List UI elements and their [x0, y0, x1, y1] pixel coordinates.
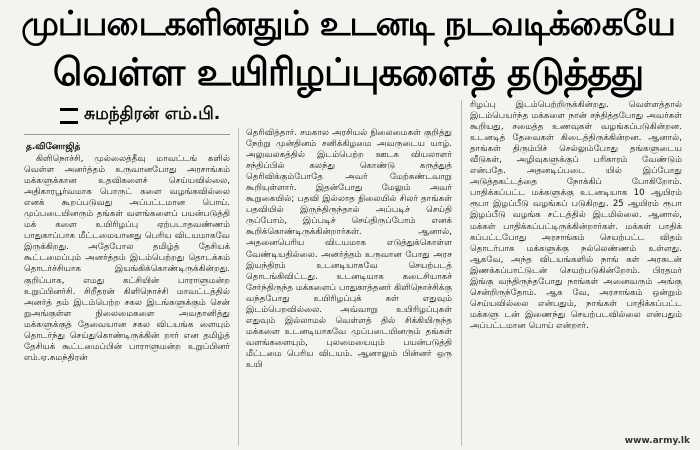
- byline-marker: [60, 108, 78, 124]
- column-1-text: கிளிநொச்சி, முல்லைத்தீவு மாவட்டங் களில் வெள்ள அனர்த்தம் உருவானபோது அரசாங்கம் மக்களுக்கான உதவிகளைச் செய்யவில்லை, அதிகாரபூர்வமாக பொருட் களை வழங்கவில்லை எனக் கூறப்படுவது அப்பட்டமான பொய். முப்படையினரும் தங்கள் வளங்களைப் பயன்படுத்தி மக் களை உயிரிழப்பு ஏற்படாதவண்ணம் பாதுகாப்பாக மீட்டமையானது பெரிய விடயமாகவே இருக்கிறது. அதேபோல தமிழ்த் தேசியக் கூட்டமைப்பும் அனர்த்தம் இடம்பெற்றது தொடக்கம் தொடர்ச்சியாக இயங்கிக்கொண்டிருக்கின்றது. குறிப்பாக, எமது கட்சியின் பாராளுமன்ற உறுப்பினர்சி. சிறீதரன் கிளிநொச்சி மாவட்டத்தில் அனர்த் தம் இடம்பெற்ற சகல இடங்களுக்கும் சென் றுஅங்குள்ள நிலைமைகளை அவதானித்து மக்களுக்குத் தேவையான சகல விடயங்க ளையும் தொடர்ந்து செய்துகொண்டிருக்கின் றார் என தமிழ்த் தேசியக் கூட்டமைப்பின் பாராளுமன்ற உறுப்பினர் எம்.ஏ.சுமந்திரன்: [24, 154, 230, 363]
- column-2-text: தெரிவித்தார். சமகால அரசியல் நிலைமைகள் குறித்து நேற்று முன்தினம் சனிக்கிழமை அவருடைய யாழ். அலுவலகத்தில் இடம்பெற்ற ஊடக வியலாளர் சந்திப்பில் கலந்து கொண்டு கருத்துத் தெரிவிக்கும்போதே அவர் மேற்கண்டவாறு கூறியுள்ளார். இதன்போது மேலும் அவர் கூறுகையில்; பதவி இல்லாத நிலையில் சிலர் தாங்கள் பதவியில் இருந்திருந்தால் அப்படிச் செய்தி ருப்போம், இப்படிச் செய்திருப்போம் எனக் கூறிக்கொண்டிருக்கின்றார்கள். ஆனால், அதனைபெரிய விடயமாக எடுத்துக்கொள்ள வேண்டியதில்லை. அனர்த்தம் உருவான போது அரச இயந்திரம் உடனடியாகவே செயற்படத் தொடங்கிவிட்டது. உடனடியாக கடைசியாகச் சேர்ந்திருந்த மக்களைப் பாதுகாத்தனர் கிளிநொச்சிக்கு வந்தபோது உயிரிழப்புக் கள் எதுவும் இடம்பெறவில்லை. அவ்வாறு உயிரிழப்புகள் எதுவும் இல்லாமல் வெள்ளத் தில் சிக்கியிருந்த மக்களை உடனடியாகவே முப்படையினரும் தங்கள் வளங்களையும், புலமையையும் பயன்படுத்தி மீட்டமை பெரிய விடயம். ஆனாலும் பின்னர் ஒரு உயி: [246, 128, 452, 370]
- column-divider-1: [238, 128, 239, 446]
- headline-line-1: முப்படைகளினதும் உடனடி நடவடிக்கையே: [21, 4, 675, 44]
- byline-divider: [24, 134, 230, 135]
- site-watermark: www.army.lk: [624, 436, 690, 446]
- headline-line-2: வெள்ள உயிரிழப்புகளைத் தடுத்தது: [52, 50, 644, 94]
- column-divider-2: [461, 100, 462, 446]
- article-column-2: [246, 128, 452, 446]
- article-column-1: [24, 154, 230, 444]
- article-column-3: [470, 100, 682, 430]
- column-3-text: ரிழப்பு இடம்பெற்றிருக்கின்றது. வெள்ளத்தால் இடம்பெயர்ந்த மக்களை நான் சந்தித்தபோது அவர்கள் கூறியது, சமைத்த உணவுகள் வழங்கப்படுகின்றன. உடனடித் தேவைகள் கிடைத்திருக்கின்றன. ஆனால், தாங்கள் திரும்பிச் செல்லும்போது தங்களுடைய வீடுகள், அழிவுகளுக்குப் பரிகாரம் வேண்டும் என்பதே. அதனடிப்படை யில் இப்போது அடுத்தகட்டத்தை நோக்கிப் போகிறோம். பாதிக்கப்பட்ட மக்களுக்கு உடனடியாக 10 ஆயிரம் ரூபா இழப்பீடு வழங்கப் படுகிறது. 25 ஆயிரம் ரூபா இழப்பீடு வழங்க சட்டத்தில் இடமில்லை. ஆனால், மக்கள் பாதிக்கப்பட்டிருக்கின்றார்கள். மக்கள் பாதிக் கப்பட்டபோது அரசாங்கம் செயற்பட்ட விதம் தொடர்பாக மக்களுக்கு நல்லெண்ணம் உள்ளது. ஆகவே, அந்த விடயங்களில் நாங் கள் அரசுடன் இணக்கப்பாட்டுடன் செயற்படுகின்றோம். பிரதமர் இங்கு வந்திருந்தபோது நாங்கள் அனைவரும் அங்கு சென்றிருந்தோம். ஆக வே, அரசாங்கம் ஒன்றும் செய்யவில்லை என்பதும், நாங்கள் பாதிக்கப்பட்ட மக்களு டன் இணைந்து செயற்படவில்லை என்பதும் அப்பட்டமான பொய் என்றார்.: [470, 100, 682, 331]
- byline: சுமந்திரன் எம்.பி.: [84, 104, 221, 124]
- author: த.வினோஜித்: [26, 142, 81, 152]
